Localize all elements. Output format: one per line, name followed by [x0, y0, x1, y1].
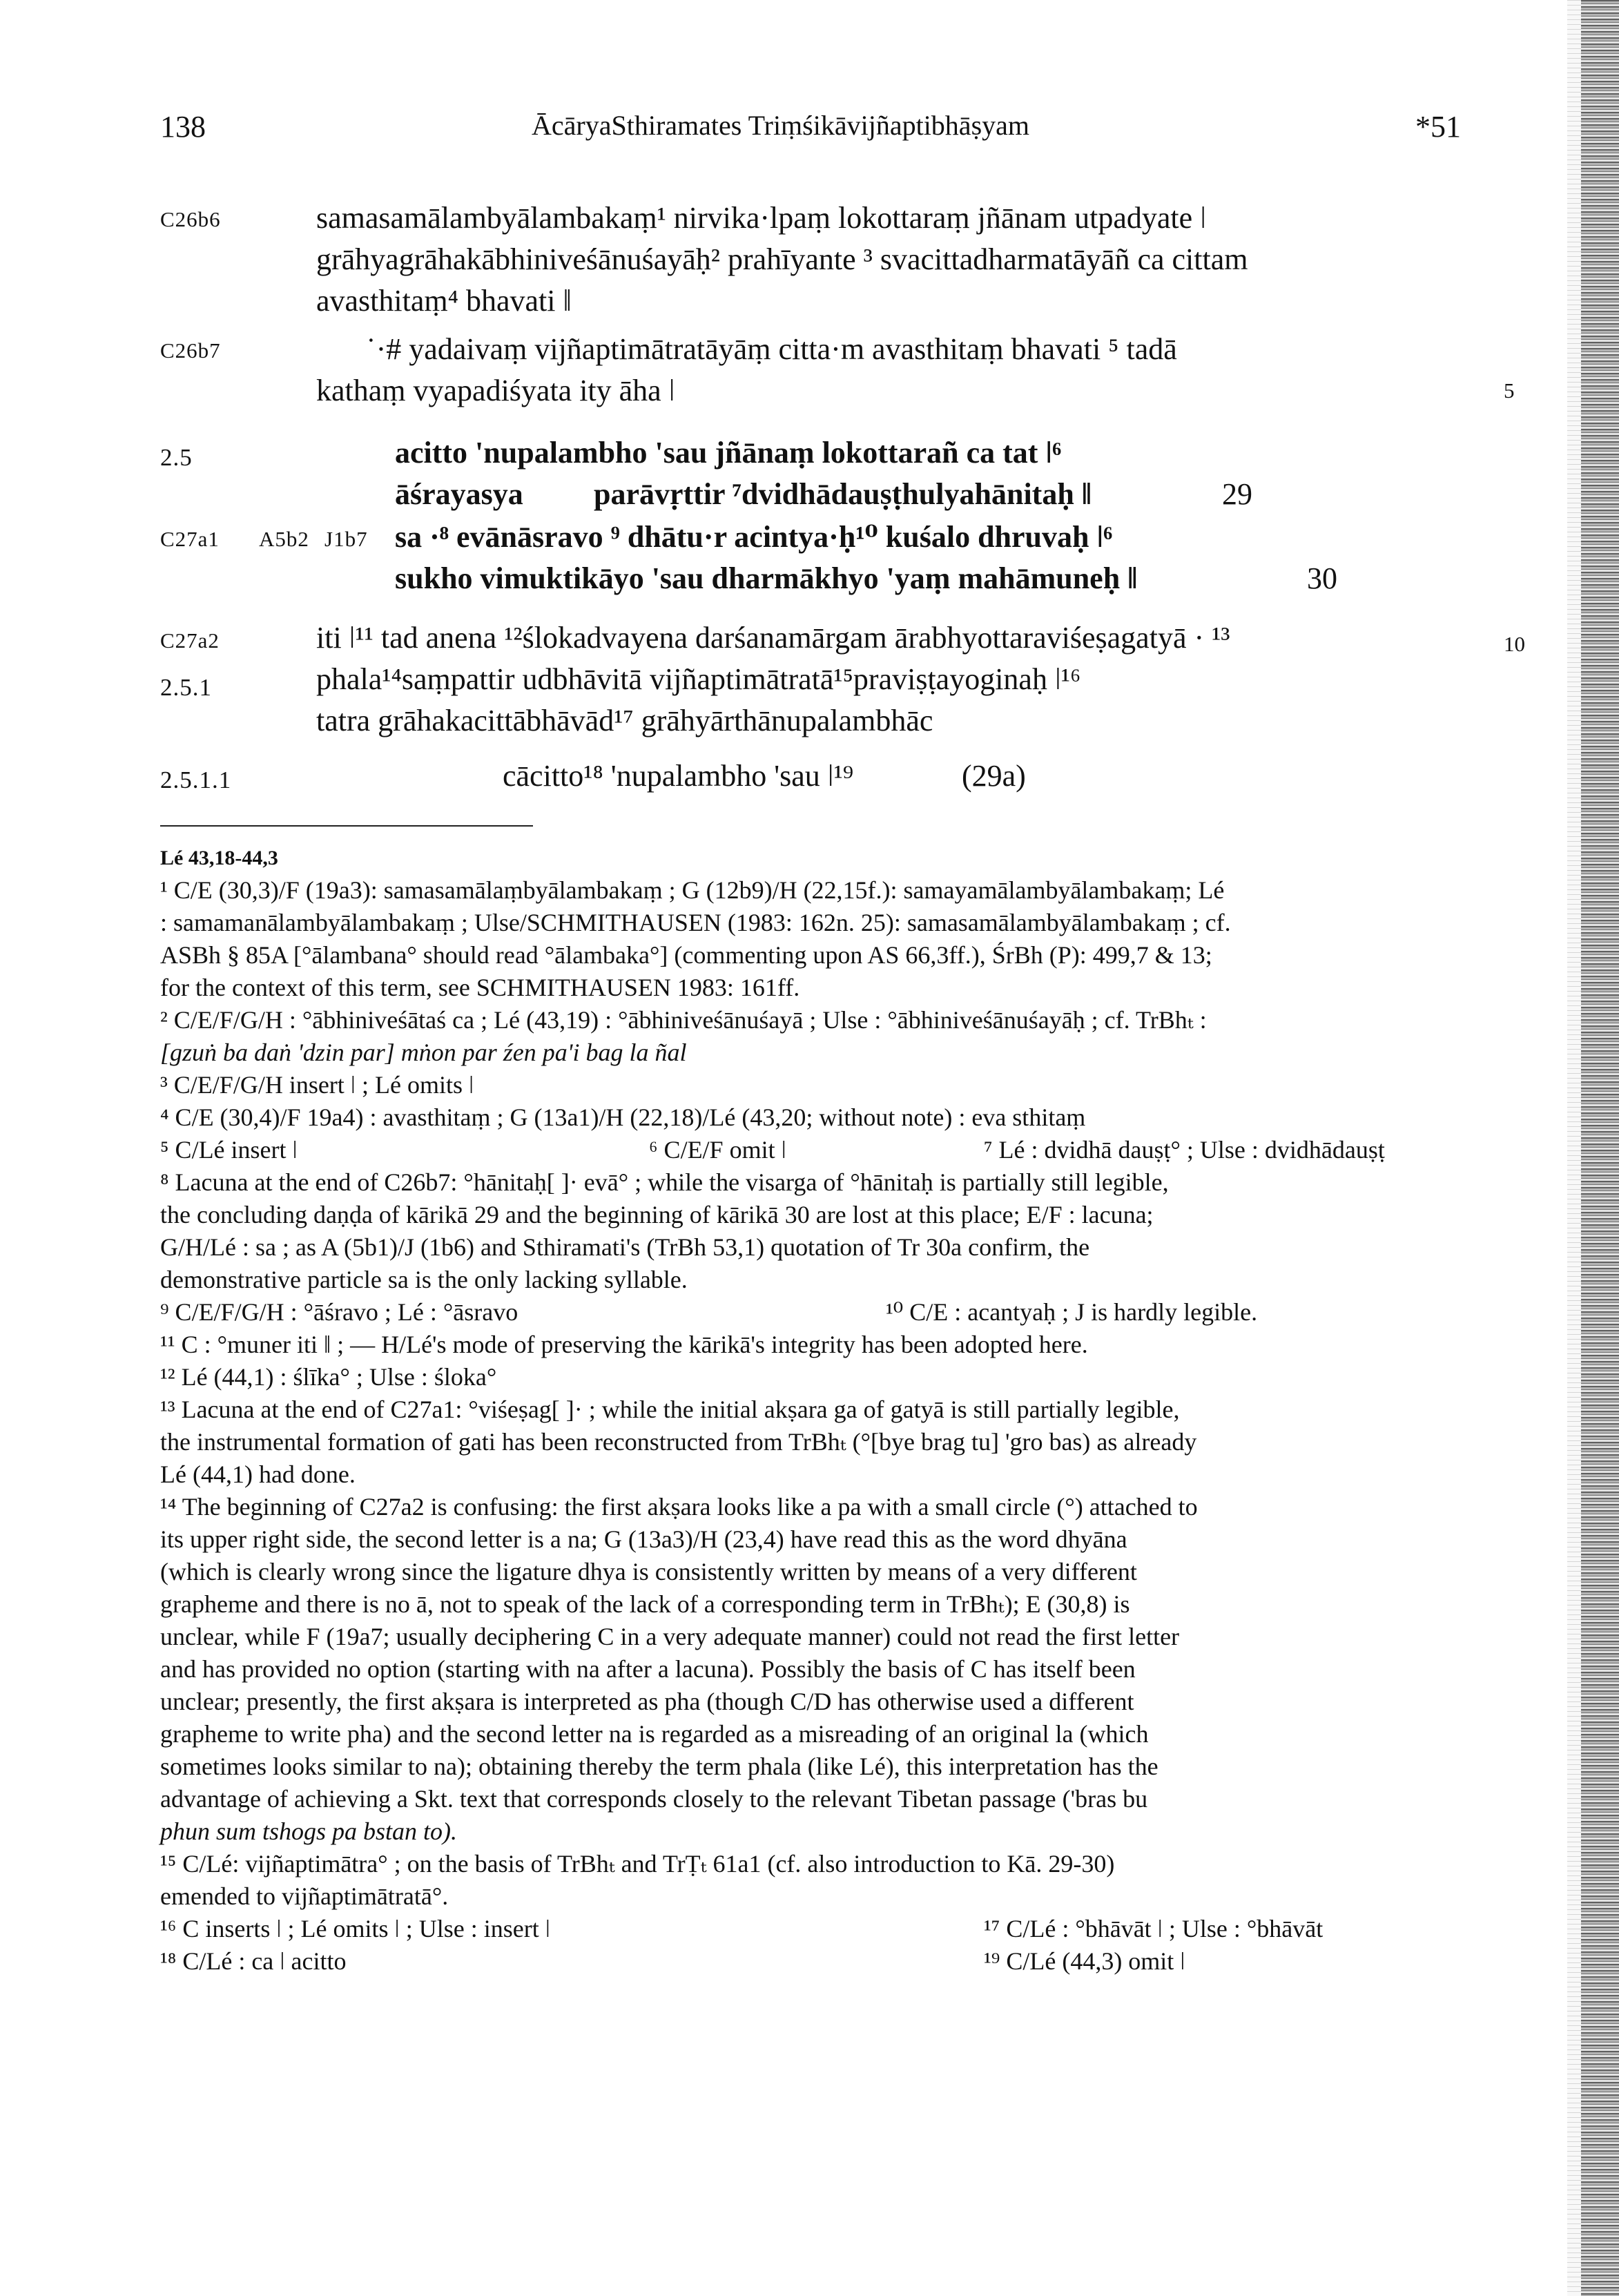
folio-label-j1b7: J1b7: [324, 527, 368, 551]
footnote-5: ⁵ C/Lé insert ǀ: [160, 1136, 298, 1164]
footnote-19: ¹⁹ C/Lé (44,3) omit ǀ: [984, 1947, 1185, 1975]
line-number-5: 5: [1504, 378, 1515, 403]
footnote-14-line-10: advantage of achieving a Skt. text that corresponds closely to the relevant Tibetan passage ('bras bu: [160, 1785, 1148, 1813]
section-label-2-5-1: 2.5.1: [160, 674, 212, 701]
line-number-10: 10: [1504, 632, 1525, 656]
footnote-14-line-6: and has provided no option (starting with na after a lacuna). Possibly the basis of C has itself been: [160, 1655, 1136, 1683]
page-number: 138: [160, 110, 206, 144]
section-label-2-5: 2.5: [160, 444, 193, 471]
verse-29-line-1: acitto 'nupalambho 'sau jñānaṃ lokottarañ ca tat ǀ⁶: [395, 436, 1062, 470]
footnote-8-line-3: G/H/Lé : sa ; as A (5b1)/J (1b6) and Sthiramati's (TrBh 53,1) quotation of Tr 30a confirm, the: [160, 1233, 1090, 1261]
footnote-18: ¹⁸ C/Lé : ca ǀ acitto: [160, 1947, 347, 1975]
verse-29-line-2b: parāvṛttir ⁷dvidhādauṣṭhulyahānitaḥ ǁ: [594, 477, 1092, 511]
verse-number-30: 30: [1307, 561, 1337, 595]
footnote-14-line-4: grapheme and there is no ā, not to speak of the lack of a corresponding term in TrBhₜ); E (30,8) is: [160, 1590, 1130, 1618]
footnote-le-reference: Lé 43,18-44,3: [160, 847, 278, 869]
footnote-15-line-2: emended to vijñaptimātratā°.: [160, 1882, 449, 1910]
footnote-14-line-3: (which is clearly wrong since the ligature dhya is consistently written by means of a very different: [160, 1558, 1137, 1585]
main-text-line-8: tatra grāhakacittābhāvād¹⁷ grāhyārthānupalambhāc: [316, 704, 933, 737]
main-text-line-1: samasamālambyālambakaṃ¹ nirvika·lpaṃ lokottaraṃ jñānam utpadyate ǀ: [316, 201, 1206, 235]
folio-label-c26b6: C26b6: [160, 207, 221, 231]
folio-label-c26b7: C26b7: [160, 338, 221, 363]
footnote-4: ⁴ C/E (30,4)/F 19a4) : avasthitaṃ ; G (13a1)/H (22,18)/Lé (43,20; without note) : eva sthitaṃ: [160, 1103, 1086, 1131]
main-text-line-9: cācitto¹⁸ 'nupalambho 'sau ǀ¹⁹: [503, 759, 854, 793]
footnote-2-line-1: ² C/E/F/G/H : °ābhiniveśātaś ca ; Lé (43,19) : °ābhiniveśānuśayā ; Ulse : °ābhiniveśānuśayāḥ ; cf. TrBhₜ :: [160, 1006, 1207, 1034]
footnote-3: ³ C/E/F/G/H insert ǀ ; Lé omits ǀ: [160, 1071, 474, 1099]
footnote-8-line-1: ⁸ Lacuna at the end of C26b7: °hānitaḥ[ ]· evā° ; while the visarga of °hānitaḥ is partially still legible,: [160, 1168, 1169, 1196]
footnote-14-line-5: unclear, while F (19a7; usually deciphering C in a very adequate manner) could not read the first letter: [160, 1623, 1180, 1650]
footnote-1-line-1: ¹ C/E (30,3)/F (19a3): samasamālaṃbyālambakaṃ ; G (12b9)/H (22,15f.): samayamālambyālambakaṃ; Lé: [160, 876, 1225, 904]
footnote-15-line-1: ¹⁵ C/Lé: vijñaptimātra° ; on the basis of TrBhₜ and TrṬₜ 61a1 (cf. also introduction to Kā. 29-30): [160, 1850, 1115, 1878]
footnote-separator: [160, 825, 533, 827]
section-label-2-5-1-1: 2.5.1.1: [160, 766, 232, 793]
footnote-14-line-1: ¹⁴ The beginning of C27a2 is confusing: the first akṣara looks like a pa with a small circle (°) attached to: [160, 1493, 1198, 1521]
footnote-1-line-2: : samamanālambyālambakaṃ ; Ulse/SCHMITHAUSEN (1983: 162n. 25): samasamālambyālambakaṃ ; cf.: [160, 909, 1231, 936]
footnote-17: ¹⁷ C/Lé : °bhāvāt ǀ ; Ulse : °bhāvāt: [984, 1915, 1324, 1942]
main-text-line-2: grāhyagrāhakābhiniveśānuśayāḥ² prahīyante ³ svacittadharmatāyāñ ca cittam: [316, 242, 1248, 276]
book-spine-edge: [1581, 0, 1619, 2296]
page-edge-shadow: [1567, 0, 1581, 2296]
footnote-7: ⁷ Lé : dvidhā dauṣṭ° ; Ulse : dvidhādauṣṭ: [984, 1136, 1385, 1164]
folio-label-a5b2: A5b2: [259, 527, 309, 551]
verse-30-line-1: sa ·⁸ evānāsravo ⁹ dhātu·r acintya·ḥ¹⁰ kuśalo dhruvaḥ ǀ⁶: [395, 520, 1113, 554]
footnote-16: ¹⁶ C inserts ǀ ; Lé omits ǀ ; Ulse : insert ǀ: [160, 1915, 550, 1942]
footnote-13-line-1: ¹³ Lacuna at the end of C27a1: °viśeṣag[ ]· ; while the initial akṣara ga of gatyā is still partially legible,: [160, 1396, 1180, 1423]
verse-30-line-2: sukho vimuktikāyo 'sau dharmākhyo 'yaṃ mahāmuneḥ ǁ: [395, 561, 1138, 595]
footnote-14-line-9: sometimes looks similar to na); obtaining thereby the term phala (like Lé), this interpretation has the: [160, 1753, 1158, 1780]
footnote-13-line-2: the instrumental formation of gati has been reconstructed from TrBhₜ (°[bye brag tu] 'gro bas) as already: [160, 1428, 1197, 1456]
running-title: ĀcāryaSthiramates Triṃśikāvijñaptibhāṣyam: [532, 110, 1029, 141]
folio-label-c27a2: C27a2: [160, 628, 220, 653]
verse-reference-29a: (29a): [962, 759, 1026, 793]
footnote-8-line-2: the concluding daṇḍa of kārikā 29 and the beginning of kārikā 30 are lost at this place; E/F : lacuna;: [160, 1201, 1154, 1228]
footnote-10: ¹⁰ C/E : acantyaḥ ; J is hardly legible.: [886, 1298, 1258, 1326]
footnote-14-line-2: its upper right side, the second letter is a na; G (13a3)/H (23,4) have read this as the word dhyāna: [160, 1525, 1127, 1553]
footnote-6: ⁶ C/E/F omit ǀ: [649, 1136, 786, 1164]
footnote-1-line-4: for the context of this term, see SCHMITHAUSEN 1983: 161ff.: [160, 974, 800, 1001]
footnote-1-line-3: ASBh § 85A [°ālambana° should read °ālambaka°] (commenting upon AS 66,3ff.), ŚrBh (P): 499,7 & 13;: [160, 941, 1212, 969]
verse-number-29: 29: [1222, 477, 1252, 511]
main-text-line-3: avasthitaṃ⁴ bhavati ǁ: [316, 284, 572, 318]
footnote-2-line-2: [gzuṅ ba daṅ 'dzin par] mṅon par źen pa'i bag la ñal: [160, 1039, 687, 1066]
main-text-line-6: iti ǀ¹¹ tad anena ¹²ślokadvayena darśanamārgam ārabhyottaraviśeṣagatyā · ¹³: [316, 621, 1230, 655]
footnote-9: ⁹ C/E/F/G/H : °āśravo ; Lé : °āsravo: [160, 1298, 518, 1326]
footnote-8-line-4: demonstrative particle sa is the only lacking syllable.: [160, 1266, 688, 1293]
main-text-line-4: ˙·# yadaivaṃ vijñaptimātratāyāṃ citta·m avasthitaṃ bhavati ⁵ tadā: [366, 332, 1177, 366]
footnote-14-line-7: unclear; presently, the first akṣara is interpreted as pha (though C/D has otherwise used a different: [160, 1688, 1134, 1715]
footnote-12: ¹² Lé (44,1) : ślīka° ; Ulse : śloka°: [160, 1363, 497, 1391]
main-text-line-7: phala¹⁴saṃpattir udbhāvitā vijñaptimātratā¹⁵praviṣṭayoginaḥ ǀ¹⁶: [316, 662, 1081, 696]
footnote-14-line-11: phun sum tshogs pa bstan to).: [160, 1817, 458, 1845]
footnote-13-line-3: Lé (44,1) had done.: [160, 1460, 356, 1488]
footnote-14-line-8: grapheme to write pha) and the second letter na is regarded as a misreading of an original la (which: [160, 1720, 1149, 1748]
footnote-11: ¹¹ C : °muner iti ǁ ; — H/Lé's mode of preserving the kārikā's integrity has been adopted here.: [160, 1331, 1088, 1358]
folio-label-c27a1: C27a1: [160, 527, 220, 551]
main-text-line-5: kathaṃ vyapadiśyata ity āha ǀ: [316, 374, 675, 407]
verse-29-line-2a: āśrayasya: [395, 477, 523, 511]
section-number: *51: [1415, 110, 1461, 144]
